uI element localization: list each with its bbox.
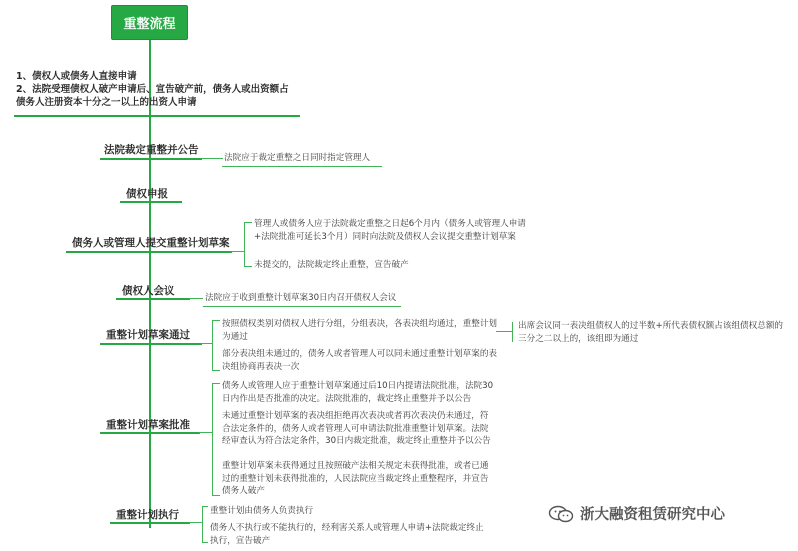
vote-bracket-top xyxy=(212,320,220,321)
wechat-icon xyxy=(548,505,574,523)
step-claim-underline xyxy=(120,201,182,203)
execution-connector xyxy=(189,522,202,523)
vote-bracket-bottom xyxy=(212,370,220,371)
step-plan-approval: 重整计划草案批准 xyxy=(106,419,190,431)
note-execution-2: 债务人不执行或不能执行的，经利害关系人或管理人申请+法院裁定终止执行，宣告破产 xyxy=(210,523,484,546)
step-meeting-underline xyxy=(116,298,190,300)
flow-title: 重整流程 xyxy=(111,5,188,40)
note-meeting-underline xyxy=(203,306,401,307)
step-creditors-meeting: 债权人会议 xyxy=(122,285,175,297)
note-submit-plan-1: 管理人或债务人应于法院裁定重整之日起6个月内（债务人或管理人申请+法院批准可延长3个月）同时向法院及债权人会议提交重整计划草案 xyxy=(254,219,526,242)
vote-subnote-connector xyxy=(496,331,512,332)
execution-bracket-top xyxy=(202,506,208,507)
intro-line-1: 1、债权人或债务人直接申请 xyxy=(16,71,137,82)
submit-plan-bracket-bottom xyxy=(244,266,252,267)
note-execution-1: 重整计划由债务人负责执行 xyxy=(210,506,314,516)
note-approval-3: 重整计划草案未获得通过且按照破产法相关规定未获得批准，或者已通过的重整计划未获得批准的，人民法院应当裁定终止重整程序，并宣告债务人破产 xyxy=(222,461,489,496)
meeting-connector xyxy=(189,298,203,299)
note-vote-subnote: 出席会议同一表决组债权人的过半数+所代表债权额占该组债权总额的三分之二以上的，该组即为通过 xyxy=(518,321,784,344)
note-meeting-1: 法院应于收到重整计划草案30日内召开债权人会议 xyxy=(205,293,397,303)
note-vote-1: 按照债权类别对债权人进行分组，分组表决，各表决组均通过，重整计划为通过 xyxy=(222,319,498,342)
approval-bracket xyxy=(212,383,213,495)
step-execution-underline xyxy=(110,522,190,524)
vote-subnote-bracket xyxy=(512,322,513,342)
intro-underline xyxy=(14,115,300,117)
note-court-ruling-1: 法院应于裁定重整之日同时指定管理人 xyxy=(224,153,371,163)
note-vote-2: 部分表决组未通过的，债务人或者管理人可以同未通过重整计划草案的表决组协商再表决一次 xyxy=(222,349,498,372)
step-vote-underline xyxy=(100,343,202,345)
step-court-ruling-connector xyxy=(201,158,223,159)
step-plan-execution: 重整计划执行 xyxy=(116,509,179,521)
step-submit-plan: 债务人或管理人提交重整计划草案 xyxy=(72,237,230,249)
watermark-text: 浙大融资租赁研究中心 xyxy=(580,507,725,523)
vote-connector xyxy=(201,343,212,344)
intro-text xyxy=(16,70,298,109)
submit-plan-connector xyxy=(231,251,244,252)
step-court-ruling-underline xyxy=(100,158,202,160)
note-approval-1: 债务人或管理人应于重整计划草案通过后10日内提请法院批准，法院30日内作出是否批准的决定。法院批准的，裁定终止重整并予以公告 xyxy=(222,381,494,404)
intro-line-2: 2、法院受理债权人破产申请后、宣告破产前，债务人或出资额占债务人注册资本十分之一以上的出资人申请 xyxy=(16,84,289,108)
submit-plan-bracket-top xyxy=(244,222,252,223)
approval-connector xyxy=(199,432,212,433)
step-claim-declaration: 债权申报 xyxy=(126,188,168,200)
note-court-ruling-underline xyxy=(222,166,382,167)
approval-bracket-top xyxy=(212,383,220,384)
note-submit-plan-2: 未提交的，法院裁定终止重整，宣告破产 xyxy=(254,260,409,270)
step-plan-approved-vote: 重整计划草案通过 xyxy=(106,329,190,341)
submit-plan-bracket xyxy=(244,222,245,266)
approval-bracket-bottom xyxy=(212,495,220,496)
watermark xyxy=(548,503,725,524)
execution-bracket-bottom xyxy=(202,542,208,543)
step-court-ruling: 法院裁定重整并公告 xyxy=(104,144,199,156)
note-approval-2: 未通过重整计划草案的表决组拒绝再次表决或者再次表决仍未通过，符合法定条件的，债务人或者管理人可申请法院批准重整计划草案。法院经审查认为符合法定条件，30日内裁定批准，裁定终止重整并予以公告 xyxy=(222,411,491,446)
vote-bracket xyxy=(212,320,213,370)
step-submit-plan-underline xyxy=(66,251,232,253)
step-approval-underline xyxy=(100,432,200,434)
execution-bracket xyxy=(202,506,203,542)
